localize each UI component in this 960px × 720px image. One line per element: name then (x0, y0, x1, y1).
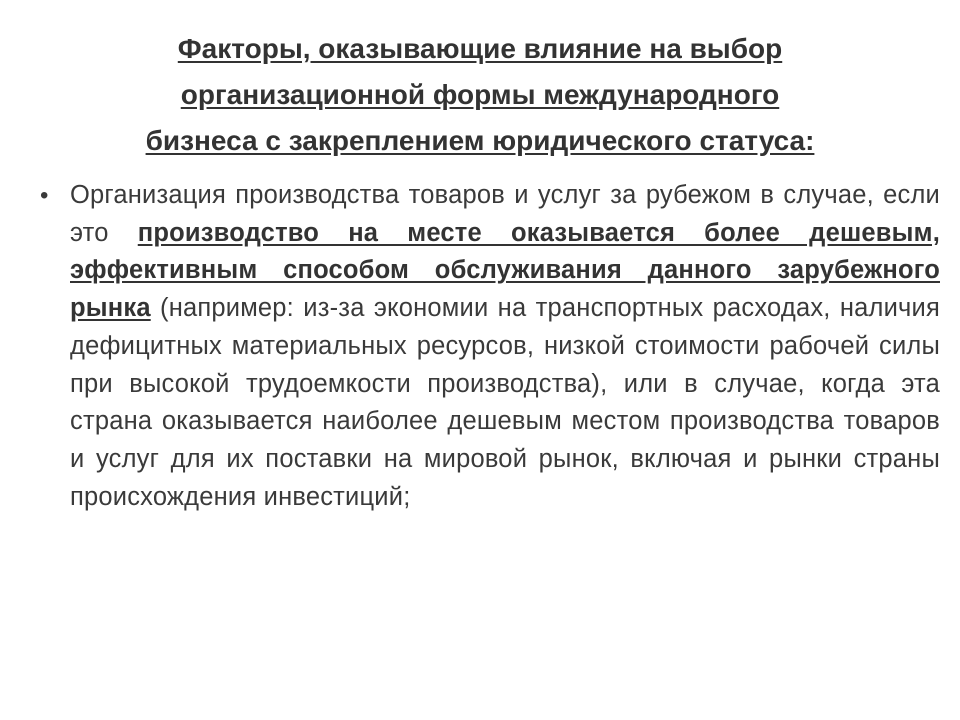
bullet-text-intro: Организация производства товаров и услуг за рубежом в случае, если это (70, 181, 940, 247)
title-line-3: бизнеса с закреплением юридического статуса: (145, 125, 815, 156)
title-line-2: организационной формы международного (180, 79, 780, 110)
bullet-item (40, 177, 940, 516)
bullet-list (40, 177, 940, 516)
bullet-text-emphasis: производство на месте оказывается более дешевым, эффективным способом обслуживания данного зарубежного рынка (70, 218, 940, 323)
bullet-dot-icon: • (40, 182, 49, 209)
slide-title (80, 26, 880, 164)
title-line-1: Факторы, оказывающие влияние на выбор (177, 33, 783, 64)
bullet-text-details: (например: из-за экономии на транспортных расходах, наличия дефицитных материальных ресурсов, низкой стоимости рабочей силы при высокой трудоемкости производства), или в случае, когда эта страна оказывается наиболее дешевым местом производства товаров и услуг для их поставки на мировой рынок, включая и рынки страны происхождения инвестиций; (70, 294, 940, 511)
